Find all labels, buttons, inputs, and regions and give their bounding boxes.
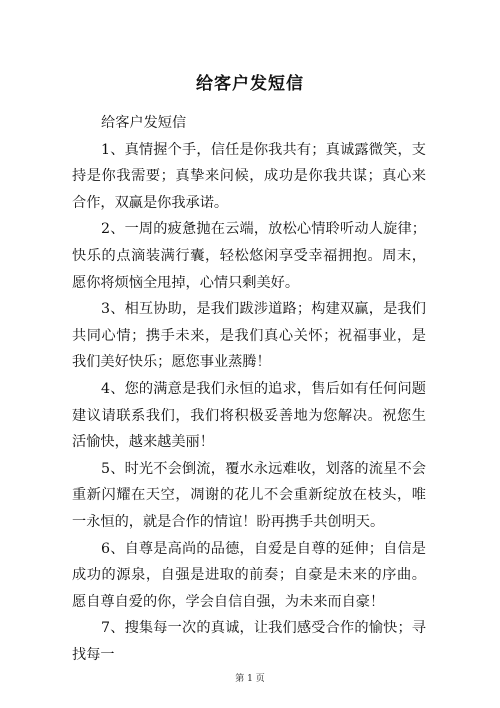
paragraph-7: 7、搜集每一次的真诚，让我们感受合作的愉快；寻找每一 xyxy=(72,620,426,663)
page-number: 第 1 页 xyxy=(235,674,265,684)
document-title: 给客户发短信 xyxy=(196,74,304,94)
paragraph-2: 2、一周的疲惫抛在云端，放松心情聆听动人旋律；快乐的点滴装满行囊，轻松悠闲享受幸福拥抱。周末，愿你将烦恼全甩掉，心情只剩美好。 xyxy=(72,221,426,291)
paragraph-5: 5、时光不会倒流，覆水永远难收，划落的流星不会重新闪耀在天空，凋谢的花儿不会重新绽放在枝头，唯一永恒的，就是合作的情谊！盼再携手共创明天。 xyxy=(72,460,426,530)
paragraph-3: 3、相互协助，是我们跋涉道路；构建双赢，是我们共同心情；携手未来，是我们真心关怀；祝福事业，是我们美好快乐；愿您事业蒸腾！ xyxy=(72,301,426,371)
paragraph-6: 6、自尊是高尚的品德，自爱是自尊的延伸；自信是成功的源泉，自强是进取的前奏；自豪是未来的序曲。愿自尊自爱的你，学会自信自强，为未来而自豪！ xyxy=(72,540,426,610)
paragraph-1: 1、真情握个手，信任是你我共有；真诚露微笑，支持是你我需要；真挚来问候，成功是你我共谋；真心来合作，双赢是你我承诺。 xyxy=(72,141,426,211)
paragraph-4: 4、您的满意是我们永恒的追求，售后如有任何问题建议请联系我们，我们将积极妥善地为您解决。祝您生活愉快，越来越美丽！ xyxy=(72,380,426,451)
document-body xyxy=(72,110,426,668)
paragraph-subtitle: 给客户发短信 xyxy=(101,115,187,131)
